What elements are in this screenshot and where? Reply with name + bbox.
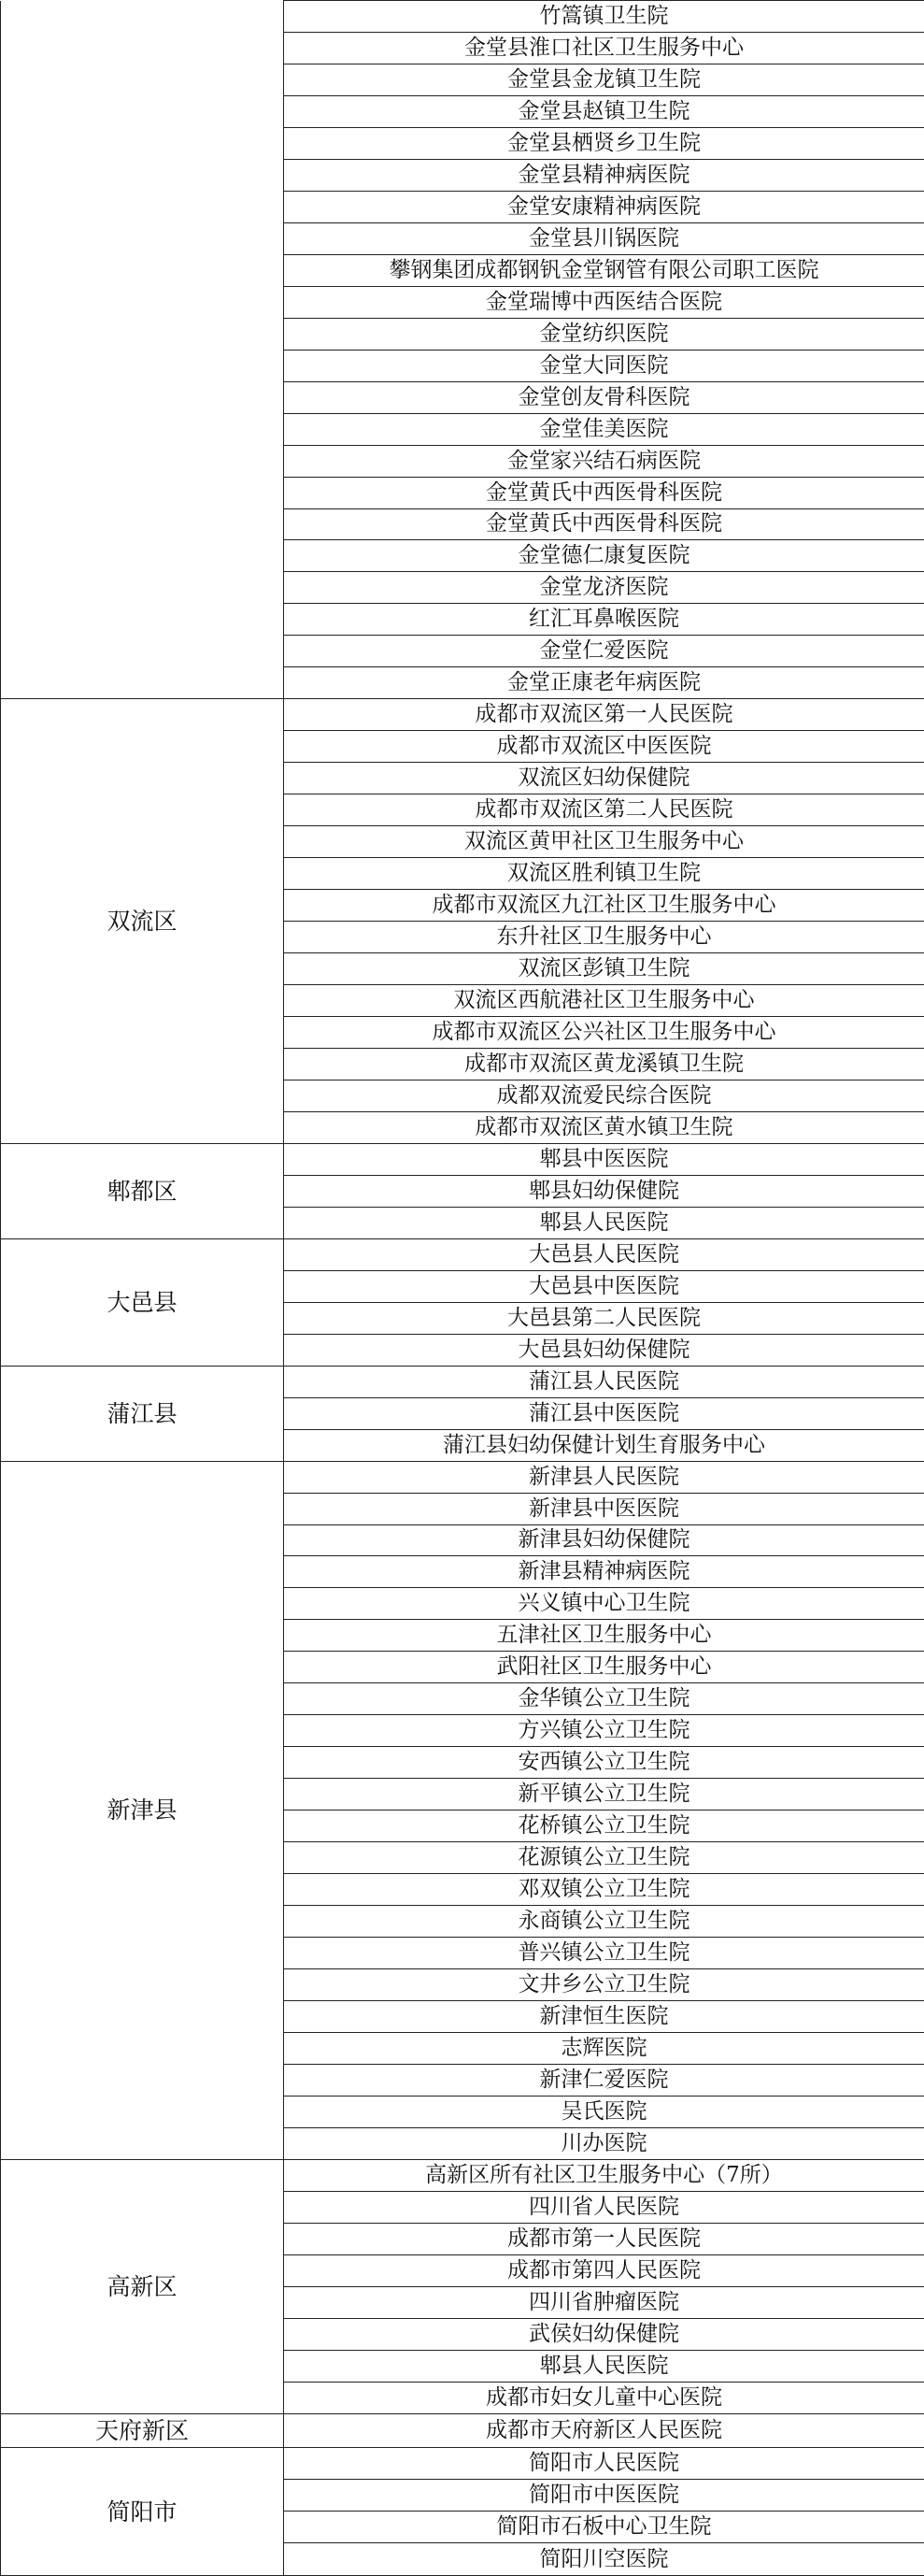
hospital-name-cell: 五津社区卫生服务中心	[284, 1620, 924, 1652]
hospital-name-cell: 武侯妇幼保健院	[284, 2318, 924, 2350]
hospital-name-cell: 金堂创友骨科医院	[284, 381, 924, 413]
table-row	[1, 1143, 924, 1175]
hospital-name-cell: 郫县人民医院	[284, 2350, 924, 2382]
hospital-name-cell: 金华镇公立卫生院	[284, 1683, 924, 1715]
hospital-name-cell: 新津县人民医院	[284, 1461, 924, 1493]
hospital-name-cell: 四川省肿瘤医院	[284, 2286, 924, 2318]
hospital-name-cell: 蒲江县人民医院	[284, 1366, 924, 1397]
hospital-name-cell: 郫县妇幼保健院	[284, 1175, 924, 1207]
hospital-name-cell: 成都市双流区黄龙溪镇卫生院	[284, 1048, 924, 1080]
hospital-name-cell: 成都市双流区公兴社区卫生服务中心	[284, 1017, 924, 1049]
hospital-name-cell: 安西镇公立卫生院	[284, 1747, 924, 1779]
hospital-name-cell: 金堂仁爱医院	[284, 636, 924, 667]
hospital-name-cell: 新平镇公立卫生院	[284, 1779, 924, 1810]
hospital-name-cell: 金堂县栖贤乡卫生院	[284, 127, 924, 159]
table-row	[1, 2413, 924, 2448]
hospital-name-cell: 金堂县赵镇卫生院	[284, 95, 924, 127]
hospital-name-cell: 金堂县精神病医院	[284, 159, 924, 191]
hospital-name-cell: 吴氏医院	[284, 2096, 924, 2127]
hospital-name-cell: 成都市妇女儿童中心医院	[284, 2382, 924, 2413]
hospital-name-cell: 成都市双流区第二人民医院	[284, 794, 924, 826]
hospital-name-cell: 普兴镇公立卫生院	[284, 1938, 924, 1969]
hospital-name-cell: 郫县中医医院	[284, 1143, 924, 1175]
hospital-name-cell: 简阳市石板中心卫生院	[284, 2512, 924, 2543]
hospital-name-cell: 金堂佳美医院	[284, 413, 924, 445]
hospital-name-cell: 新津县妇幼保健院	[284, 1524, 924, 1556]
district-cell: 郫都区	[1, 1143, 284, 1238]
table-row	[1, 1238, 924, 1270]
hospital-name-cell: 高新区所有社区卫生服务中心（7所）	[284, 2159, 924, 2191]
hospital-name-cell: 简阳市人民医院	[284, 2448, 924, 2480]
hospital-name-cell: 成都市第四人民医院	[284, 2254, 924, 2286]
hospital-name-cell: 新津县中医医院	[284, 1493, 924, 1524]
hospital-name-cell: 双流区彭镇卫生院	[284, 953, 924, 985]
table-row	[1, 1366, 924, 1397]
hospital-name-cell: 金堂德仁康复医院	[284, 540, 924, 572]
hospital-name-cell: 兴义镇中心卫生院	[284, 1588, 924, 1620]
hospital-name-cell: 金堂家兴结石病医院	[284, 445, 924, 477]
hospital-name-cell: 金堂瑞博中西医结合医院	[284, 286, 924, 318]
hospital-name-cell: 新津恒生医院	[284, 2001, 924, 2033]
hospital-name-cell: 文井乡公立卫生院	[284, 1969, 924, 2001]
hospital-name-cell: 金堂黄氏中西医骨科医院	[284, 508, 924, 540]
hospital-name-cell: 蒲江县中医医院	[284, 1397, 924, 1429]
hospital-name-cell: 金堂黄氏中西医骨科医院	[284, 477, 924, 508]
hospital-name-cell: 金堂大同医院	[284, 350, 924, 381]
district-cell: 新津县	[1, 1461, 284, 2159]
hospital-name-cell: 四川省人民医院	[284, 2191, 924, 2223]
hospital-name-cell: 竹篙镇卫生院	[284, 1, 924, 33]
hospital-name-cell: 成都市双流区黄水镇卫生院	[284, 1111, 924, 1143]
hospital-name-cell: 成都双流爱民综合医院	[284, 1080, 924, 1111]
hospital-name-cell: 志辉医院	[284, 2033, 924, 2065]
hospital-name-cell: 蒲江县妇幼保健计划生育服务中心	[284, 1429, 924, 1461]
district-cell: 蒲江县	[1, 1366, 284, 1461]
hospital-name-cell: 新津仁爱医院	[284, 2064, 924, 2096]
hospital-name-cell: 成都市双流区第一人民医院	[284, 699, 924, 731]
hospital-name-cell: 大邑县中医医院	[284, 1270, 924, 1302]
hospital-name-cell: 大邑县人民医院	[284, 1238, 924, 1270]
hospital-name-cell: 大邑县妇幼保健院	[284, 1334, 924, 1366]
hospital-name-cell: 金堂安康精神病医院	[284, 191, 924, 222]
hospital-name-cell: 川办医院	[284, 2127, 924, 2159]
hospital-name-cell: 成都市双流区九江社区卫生服务中心	[284, 890, 924, 922]
hospital-name-cell: 双流区黄甲社区卫生服务中心	[284, 826, 924, 858]
hospital-name-cell: 大邑县第二人民医院	[284, 1302, 924, 1334]
hospital-name-cell: 方兴镇公立卫生院	[284, 1715, 924, 1747]
district-cell: 大邑县	[1, 1238, 284, 1366]
district-cell: 天府新区	[1, 2413, 284, 2448]
hospital-name-cell: 花源镇公立卫生院	[284, 1842, 924, 1874]
hospital-name-cell: 双流区妇幼保健院	[284, 763, 924, 794]
hospital-name-cell: 永商镇公立卫生院	[284, 1906, 924, 1938]
hospital-name-cell: 花桥镇公立卫生院	[284, 1810, 924, 1842]
table-row	[1, 2159, 924, 2191]
hospital-name-cell: 成都市双流区中医医院	[284, 731, 924, 763]
hospital-name-cell: 金堂正康老年病医院	[284, 667, 924, 699]
hospital-name-cell: 金堂县淮口社区卫生服务中心	[284, 32, 924, 64]
hospital-name-cell: 新津县精神病医院	[284, 1556, 924, 1588]
hospital-name-cell: 郫县人民医院	[284, 1207, 924, 1238]
hospital-name-cell: 金堂纺织医院	[284, 318, 924, 350]
table-row	[1, 1, 924, 33]
district-cell: 双流区	[1, 699, 284, 1144]
hospital-name-cell: 成都市天府新区人民医院	[284, 2413, 924, 2448]
hospital-name-cell: 双流区胜利镇卫生院	[284, 858, 924, 890]
hospital-name-cell: 红汇耳鼻喉医院	[284, 604, 924, 636]
hospital-name-cell: 金堂龙济医院	[284, 572, 924, 604]
hospital-name-cell: 双流区西航港社区卫生服务中心	[284, 985, 924, 1017]
table-row	[1, 2448, 924, 2480]
hospital-name-cell: 简阳川空医院	[284, 2543, 924, 2576]
hospital-name-cell: 攀钢集团成都钢钒金堂钢管有限公司职工医院	[284, 254, 924, 286]
hospital-name-cell: 邓双镇公立卫生院	[284, 1874, 924, 1906]
table-body	[1, 1, 924, 2576]
hospital-name-cell: 金堂县金龙镇卫生院	[284, 64, 924, 95]
district-cell: 简阳市	[1, 2448, 284, 2576]
hospital-name-cell: 东升社区卫生服务中心	[284, 922, 924, 953]
hospital-name-cell: 成都市第一人民医院	[284, 2223, 924, 2254]
table-row	[1, 699, 924, 731]
hospital-name-cell: 武阳社区卫生服务中心	[284, 1652, 924, 1683]
hospital-name-cell: 简阳市中医医院	[284, 2480, 924, 2512]
district-cell: 高新区	[1, 2159, 284, 2413]
district-cell	[1, 1, 284, 699]
table-row	[1, 1461, 924, 1493]
hospital-name-cell: 金堂县川锅医院	[284, 222, 924, 254]
